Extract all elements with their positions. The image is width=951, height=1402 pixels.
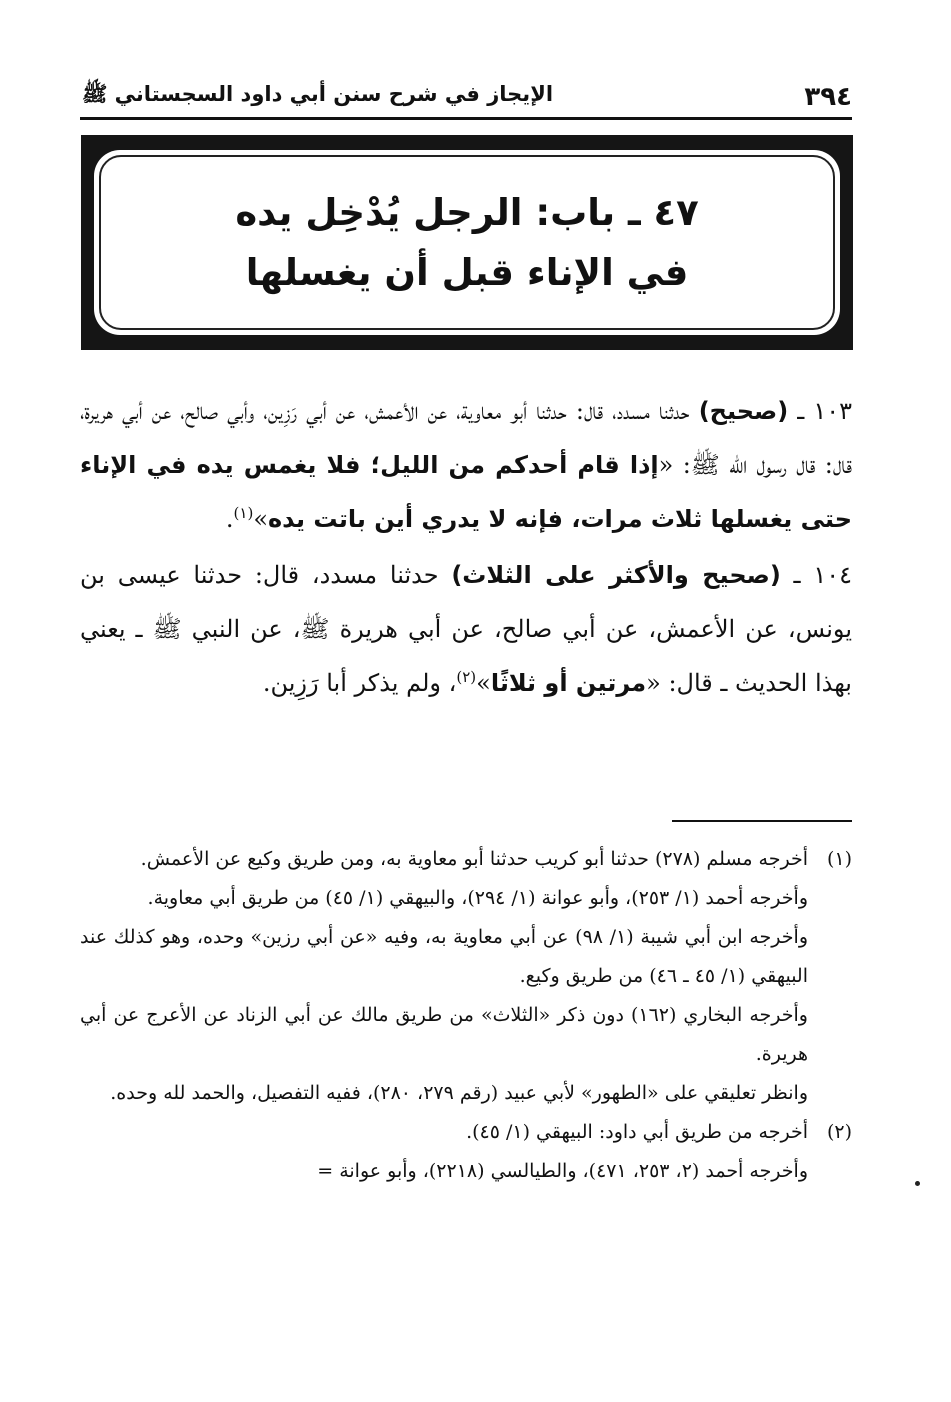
footnote-line: وأخرجه البخاري (١٦٢) دون ذكر «الثلاث» من طريق مالك عن أبي الزناد عن الأعرج عن أبي هريرة. — [80, 1004, 808, 1065]
book-title: الإيجاز في شرح سنن أبي داود السجستاني ﷺ — [82, 82, 554, 106]
running-header — [82, 72, 852, 112]
hadith-103: ١٠٣ ـ (صحيح) حدثنا مسدد، قال: حدثنا أبو معاوية، عن الأعمش، عن أبي رَزِين، وأبي صالح، عن أبي هريرة، قال: قال رسول الله ﷺ: «إذا قام أحدكم من الليل؛ فلا يغمس يده في الإناء حتى يغسلها ثلاث مرات، فإنه لا يدري أين باتت يده»$^{(١)}$. — [80, 397, 853, 533]
hadith-104: ١٠٤ ـ (صحيح والأكثر على الثلاث) حدثنا مسدد، قال: حدثنا عيسى بن يونس، عن الأعمش، عن أبي صالح، عن أبي هريرة ﷺ، عن النبي ﷺ ـ يعني بهذا الحديث ـ قال: «مرتين أو ثلاثًا»$^{(٢)}$، ولم يذكر أبا رَزِين. — [80, 561, 852, 697]
main-text — [80, 384, 852, 710]
footnote-line: وانظر تعليقي على «الطهور» لأبي عبيد (رقم ٢٧٩، ٢٨٠)، ففيه التفصيل، والحمد لله وحده. — [110, 1082, 808, 1104]
footnote-2 — [80, 1113, 852, 1191]
footnote-marker: (١) — [826, 848, 852, 870]
hadith-grade: (صحيح) — [698, 397, 789, 425]
chapter-title-line-2: في الإناء قبل أن يغسلها — [245, 250, 689, 294]
footnote-line: وأخرجه أحمد (٢، ٢٥٣، ٤٧١)، والطيالسي (٢٢١٨)، وأبو عوانة = — [317, 1160, 808, 1182]
footnote-line: وأخرجه أحمد (١/ ٢٥٣)، وأبو عوانة (١/ ٢٩٤)، والبيهقي (١/ ٤٥) من طريق أبي معاوية. — [147, 887, 808, 909]
hadith-isnad: حدثنا مسدد، قال: حدثنا عيسى بن يونس، عن الأعمش، عن أبي صالح، عن أبي هريرة ﷺ، عن النبي ﷺ ـ يعني بهذا الحديث ـ قال: « — [80, 561, 852, 697]
footnote-ref: (١) — [233, 504, 254, 522]
footnote-line: وأخرجه ابن أبي شيبة (١/ ٩٨) عن أبي معاوية به، وفيه «عن أبي رزين» وحده، وهو كذلك عند البيهقي (١/ ٤٥ ـ ٤٦) من طريق وكيع. — [80, 926, 808, 987]
footnote-separator — [672, 820, 852, 822]
hadith-matn: مرتين أو ثلاثًا — [490, 669, 647, 697]
header-rule — [80, 117, 852, 120]
page-number: ٣٩٤ — [804, 82, 852, 112]
hadith-number: ١٠٣ ـ — [797, 397, 852, 425]
margin-dot — [915, 1181, 920, 1186]
footnote-marker: (٢) — [826, 1121, 852, 1143]
hadith-matn: إذا قام أحدكم من الليل؛ فلا يغمس يده في الإناء حتى يغسلها ثلاث مرات، فإنه لا يدري أين باتت يده — [80, 451, 852, 533]
footnotes — [80, 840, 852, 1191]
footnote-ref: (٢) — [456, 668, 477, 686]
footnote-1 — [80, 840, 852, 1113]
hadith-isnad: حدثنا مسدد، قال: حدثنا أبو معاوية، عن الأعمش، عن أبي رَزِين، وأبي صالح، عن أبي هريرة، قال: قال رسول الله ﷺ: « — [80, 397, 853, 479]
footnote-line: أخرجه مسلم (٢٧٨) حدثنا أبو كريب حدثنا أبو معاوية به، ومن طريق وكيع عن الأعمش. — [140, 848, 808, 870]
hadith-number: ١٠٤ ـ — [793, 561, 852, 589]
chapter-title-line-1: ٤٧ ـ باب: الرجل يُدْخِل يده — [235, 190, 699, 234]
footnote-line: أخرجه من طريق أبي داود: البيهقي (١/ ٤٥). — [466, 1121, 808, 1143]
chapter-title-box — [81, 135, 853, 350]
hadith-grade: (صحيح والأكثر على الثلاث) — [451, 561, 781, 589]
